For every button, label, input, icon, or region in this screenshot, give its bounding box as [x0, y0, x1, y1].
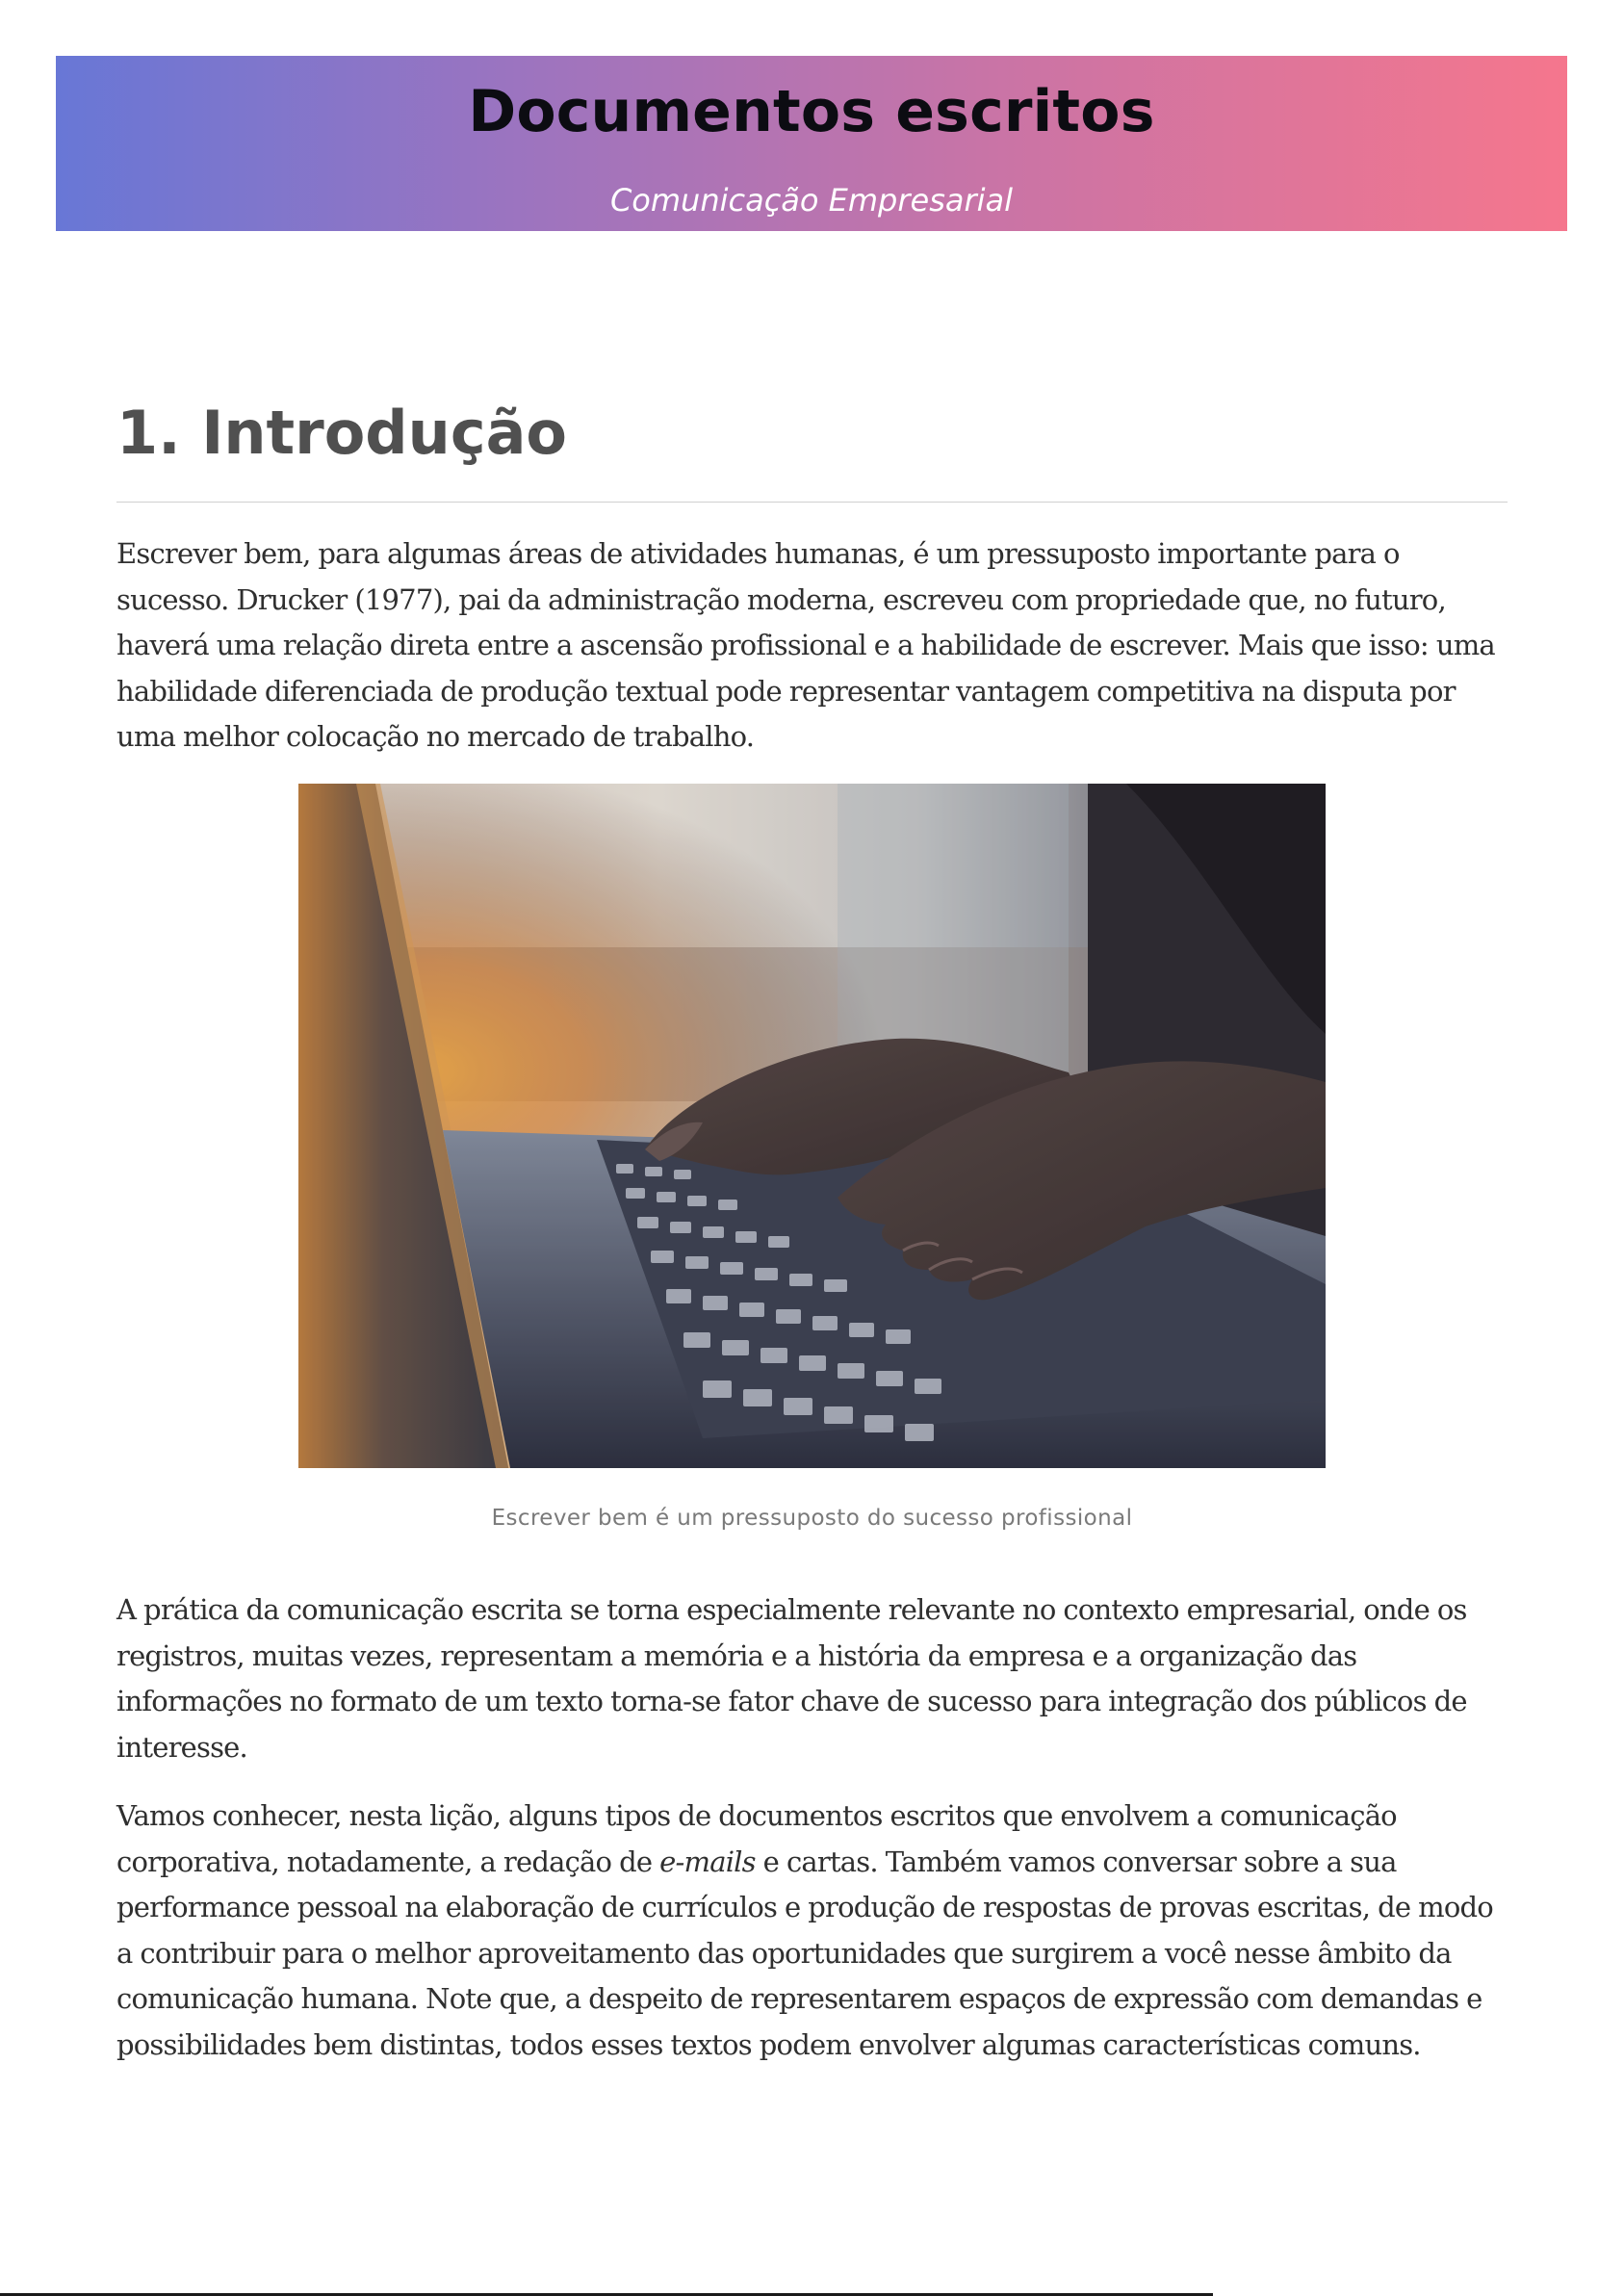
figure-caption: Escrever bem é um pressuposto do sucesso profissional — [491, 1506, 1133, 1531]
intro-paragraph-2: A prática da comunicação escrita se torna especialmente relevante no contexto empresarial, onde os registros, muitas vezes, representam a memória e a história da empresa e a organização das informações no formato de um texto torna-se fator chave de sucesso para integração dos públicos de interesse. — [116, 1593, 1467, 1764]
intro-paragraph-3 — [116, 1793, 1508, 2068]
intro-paragraph-1: Escrever bem, para algumas áreas de atividades humanas, é um pressuposto importante para o sucesso. Drucker (1977), pai da administração moderna, escreveu com propriedade que, no futuro, haverá uma relação direta entre a ascensão profissional e a habilidade de escrever. Mais que isso: uma habilidade diferenciada de produção textual pode representar vantagem competitiva na disputa por uma melhor colocação no mercado de trabalho. — [116, 537, 1495, 753]
document-subtitle: Comunicação Empresarial — [609, 182, 1014, 219]
paragraph-3-text-end: e cartas. Também vamos conversar sobre a sua performance pessoal na elaboração de currículos e produção de respostas de provas escritas, de modo a contribuir para o melhor aproveitamento das oportunidades que surgirem a você nesse âmbito da comunicação humana. Note que, a despeito de representarem espaços de expressão com demandas e possibilidades bem distintas, todos esses textos podem envolver algumas características comuns. — [116, 1845, 1493, 2061]
section-heading: 1. Introdução — [116, 398, 567, 468]
title-banner — [56, 56, 1567, 231]
document-title: Documentos escritos — [468, 78, 1155, 145]
laptop-typing-photo — [298, 784, 1326, 1468]
paragraph-3-text-start: Vamos conhecer, nesta lição, alguns tipos de documentos escritos que envolvem a comunicação corporativa, notadamente, a redação de — [116, 1799, 1397, 1878]
heading-divider — [116, 502, 1508, 503]
emails-emphasis: e-mails — [659, 1845, 756, 1878]
